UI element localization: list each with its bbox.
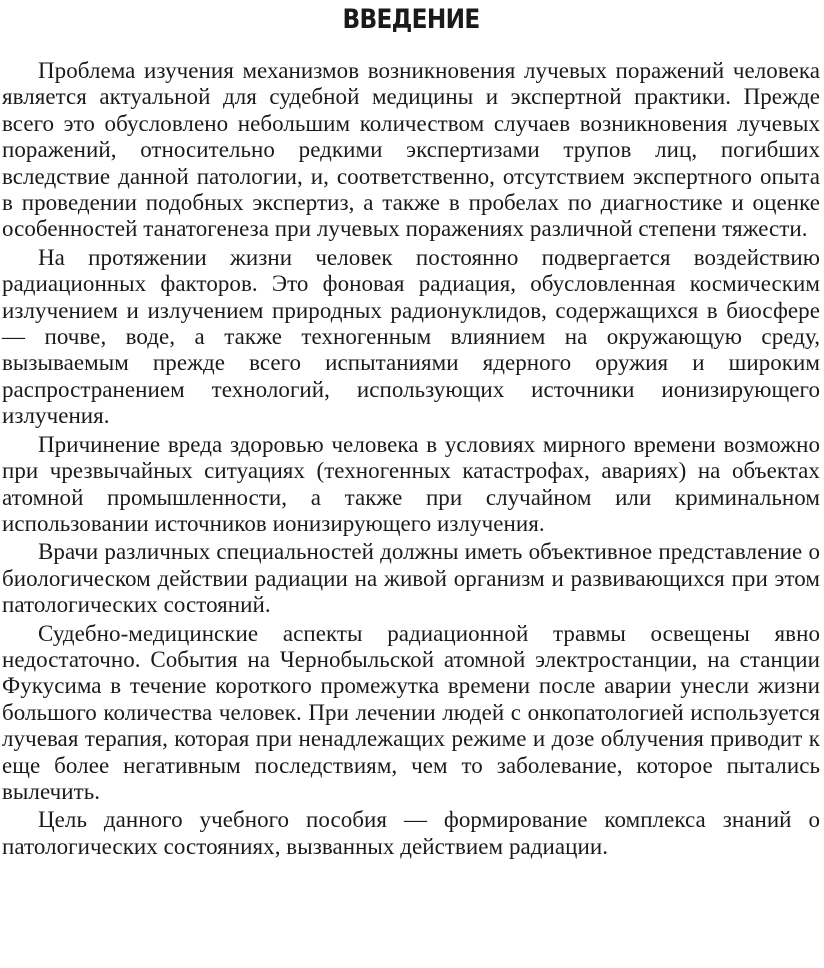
- paragraph-2: На протяжении жизни человек постоянно подвергается воздействию радиационных факторов. Это фоновая радиация, обусловленная космическим излучением и излучением природных радионуклидов, содержащихся в биосфере — почве, воде, а также техногенным влиянием на окружающую среду, вызываемым прежде всего испытаниями ядерного оружия и широким распространением технологий, использующих источники ионизирующего излучения.: [2, 244, 820, 429]
- paragraph-5: Судебно-медицинские аспекты радиационной травмы освещены явно недостаточно. События на Чернобыльской атомной электростанции, на станции Фукусима в течение короткого промежутка времени после аварии унесли жизни большого количества человек. При лечении людей с онкопатологией используется лучевая терапия, которая при ненадлежащих режиме и дозе облучения приводит к еще более негативным последствиям, чем то заболевание, которое пытались вылечить.: [2, 620, 820, 804]
- paragraph-1: Проблема изучения механизмов возникновения лучевых поражений человека является актуальной для судебной медицины и экспертной практики. Прежде всего это обусловлено небольшим количеством случаев возникновения лучевых поражений, относительно редкими экспертизами трупов лиц, погибших вследствие данной патологии, и, соответственно, отсутствием экспертного опыта в проведении подобных экспертиз, а также в пробелах по диагностике и оценке особенностей танатогенеза при лучевых поражениях различной степени тяжести.: [2, 58, 820, 242]
- paragraph-6: Цель данного учебного пособия — формирование комплекса знаний о патологических состояниях, вызванных действием радиации.: [2, 807, 820, 859]
- paragraph-3: Причинение вреда здоровью человека в условиях мирного времени возможно при чрезвычайных ситуациях (техногенных катастрофах, авариях) на объектах атомной промышленности, а также при случайном или криминальном использовании источников ионизирующего излучения.: [2, 431, 820, 536]
- paragraph-4: Врачи различных специальностей должны иметь объективное представление о биологическом действии радиации на живой организм и развивающихся при этом патологических состояний.: [2, 539, 820, 618]
- body-text: [2, 58, 820, 862]
- page-title: ВВЕДЕНИЕ: [342, 4, 480, 35]
